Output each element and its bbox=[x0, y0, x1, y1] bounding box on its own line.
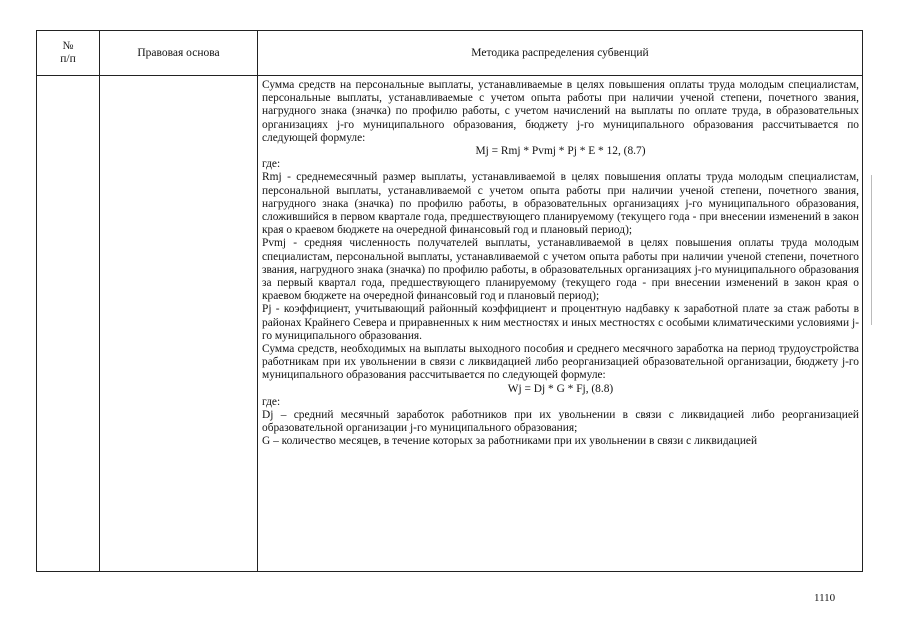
formula-8-8: Wj = Dj * G * Fj, (8.8) bbox=[507, 382, 614, 395]
cell-number bbox=[37, 76, 100, 572]
formula-8-7: Mj = Rmj * Pvmj * Pj * E * 12, (8.7) bbox=[475, 145, 646, 158]
table-header-row bbox=[37, 31, 863, 76]
where-label-1: где: bbox=[262, 158, 281, 171]
header-number-abbr: п/п bbox=[60, 53, 76, 65]
header-number bbox=[37, 31, 100, 76]
definition-rm: Rmj - среднемесячный размер выплаты, устанавливаемой в целях повышения оплаты труда молодым специалистам, персональной выплаты, устанавливаемой с учетом опыта работы при наличии ученой степени, почетного звания, нагрудного знака (значка) по профилю работы, в образовательных организациях j-го муниципального образования, сложившийся в первом квартале года, предшествующего планируемому (текущего года - при внесении изменений в закон края о краевом бюджете на очередной финансовый год и плановый период); bbox=[262, 171, 859, 237]
table-row bbox=[37, 76, 863, 572]
paragraph-personal-payments: Сумма средств на персональные выплаты, устанавливаемые в целях повышения оплаты труда молодым специалистам, персональные выплаты, устанавливаемые с учетом опыта работы при наличии ученой степени, почетного звания, нагрудного знака (значка) по профилю работы, с учетом начислений на выплаты по оплате труда, в образовательных организациях j-го муниципального образования, бюджету j-го муниципального образования рассчитывается по следующей формуле: bbox=[262, 79, 859, 144]
cell-legal-basis bbox=[100, 76, 258, 572]
where-label-2: где: bbox=[262, 395, 281, 408]
page-number: 1110 bbox=[814, 592, 836, 604]
scan-edge-mark bbox=[871, 175, 872, 325]
definition-pvm: Pvmj - средняя численность получателей выплаты, устанавливаемой в целях повышения оплаты труда молодым специалистам, персональной выплаты, устанавливаемой с учетом опыта работы при наличии ученой степени, почетного звания, нагрудного знака (значка) по профилю работы, в образовательных организациях j-го муниципального образования за первый квартал года, предшествующего планируемому (текущего года - при внесении изменений в закон края о краевом бюджете на очередной финансовый год и плановый период); bbox=[262, 237, 859, 303]
definition-d: Dj – средний месячный заработок работников при их увольнении в связи с ликвидацией либо реорганизацией образовательной организации j-го муниципального образования; bbox=[262, 409, 859, 435]
header-methodology: Методика распределения субвенций bbox=[258, 31, 863, 76]
header-number-sign: № bbox=[62, 40, 74, 52]
subvention-table bbox=[36, 30, 863, 572]
header-legal-basis: Правовая основа bbox=[100, 31, 258, 76]
paragraph-severance: Сумма средств, необходимых на выплаты выходного пособия и среднего месячного заработка на период трудоустройства работникам при их увольнении в связи с ликвидацией либо реорганизацией образовательной организации, бюджету j-го муниципального образования рассчитывается по следующей формуле: bbox=[262, 343, 859, 382]
cell-methodology bbox=[258, 76, 863, 572]
definition-g: G – количество месяцев, в течение которых за работниками при их увольнении в связи с ликвидацией bbox=[262, 435, 758, 448]
definition-p: Pj - коэффициент, учитывающий районный коэффициент и процентную надбавку к заработной плате за стаж работы в районах Крайнего Севера и приравненных к ним местностях и иных местностях с особыми климатическими условиями j-го муниципального образования. bbox=[262, 303, 859, 342]
